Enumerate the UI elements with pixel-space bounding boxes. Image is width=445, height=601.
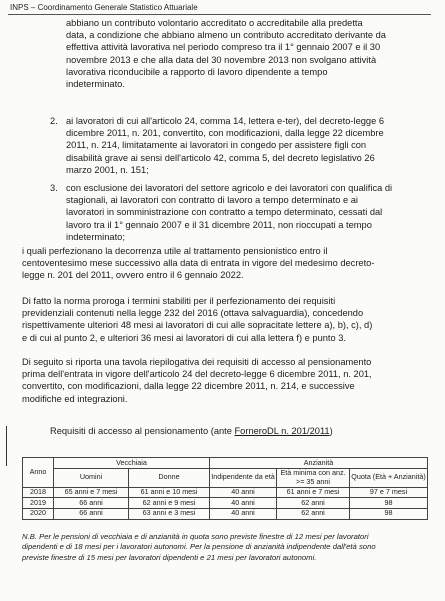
cell-eta-minima: 62 anni xyxy=(277,508,350,519)
caption-end: ) xyxy=(329,426,333,436)
header-donne: Donne xyxy=(129,468,210,487)
text-line: rispettivamente ulteriori 48 mesi ai lavoratori di cui alle sopracitate lettere a), b), c), d) xyxy=(22,320,373,331)
text-line: dicembre 2011, n. 201, convertito, con modificazioni, dalla legge 22 dicembre xyxy=(66,128,384,139)
margin-mark xyxy=(6,426,7,466)
text-line: novembre 2013 e che alla data del 30 novembre 2013 non svolgano attività xyxy=(66,54,377,65)
table-row xyxy=(23,498,428,509)
text-line: indeterminato. xyxy=(66,79,125,90)
header-rule xyxy=(8,14,431,15)
table-header-row xyxy=(23,458,428,469)
paragraph-decorrenza xyxy=(22,245,426,282)
text-line: centoventesimo mese successivo alla data di entrata in vigore del medesimo decreto- xyxy=(22,258,375,269)
text-line: lavorativa riconducibile a rapporto di lavoro dipendente a tempo xyxy=(66,66,328,77)
caption-underlined: ForneroDL n. 201/2011 xyxy=(234,426,330,436)
paragraph-proroga xyxy=(22,295,426,344)
cell-year: 2018 xyxy=(23,487,54,498)
cell-eta-minima: 62 anni xyxy=(277,498,350,509)
cell-donne: 61 anni e 10 mesi xyxy=(129,487,210,498)
text-line: data, a condizione che abbiano almeno un contributo accreditato derivante da xyxy=(66,30,386,41)
list-item-2 xyxy=(66,115,425,176)
text-line: convertito, con modificazioni, dalla legge 22 dicembre 2011, n. 214, e successive xyxy=(22,381,355,392)
header-eta-minima: Età minima con anz. >= 35 anni xyxy=(277,468,350,487)
cell-year: 2020 xyxy=(23,508,54,519)
cell-donne: 63 anni e 3 mesi xyxy=(129,508,210,519)
text-line: Di fatto la norma proroga i termini stabiliti per il perfezionamento dei requisiti xyxy=(22,296,336,306)
cell-uomini: 65 anni e 7 mesi xyxy=(54,487,129,498)
text-line: dipendenti e di 18 mesi per i lavoratori autonomi. Per la pensione di anzianità indipendente dall'età sono xyxy=(22,542,376,552)
text-line: N.B. Per le pensioni di vecchiaia e di anzianità in quota sono previste finestre di 12 mesi per lavoratori xyxy=(22,532,369,541)
table-caption xyxy=(50,426,333,436)
requirements-table xyxy=(22,457,428,520)
list-item-3 xyxy=(66,182,425,243)
cell-year: 2019 xyxy=(23,498,54,509)
text-line: Di seguito si riporta una tavola riepilogativa dei requisiti di accesso al pensionamento xyxy=(22,357,372,367)
text-line: previdenziali contenuti nella legge 232 del 2016 (ottava salvaguardia), concedendo xyxy=(22,308,364,319)
list-number: 2. xyxy=(50,116,58,126)
text-line: modifiche ed integrazioni. xyxy=(22,393,128,404)
cell-indipendente: 40 anni xyxy=(210,487,277,498)
cell-uomini: 66 anni xyxy=(54,508,129,519)
text-line: ai lavoratori di cui all'articolo 24, comma 14, lettera e-ter), del decreto-legge 6 xyxy=(66,116,385,126)
footnote xyxy=(22,532,426,563)
header-indipendente: Indipendente da età xyxy=(210,468,277,487)
text-line: legge n. 201 del 2011, ovvero entro il 6 gennaio 2022. xyxy=(22,270,244,281)
text-line: e di cui al punto 2, e ulteriori 36 mesi ai lavoratori di cui alla lettera f) e punto 3. xyxy=(22,332,347,343)
intro-paragraph xyxy=(66,17,425,90)
header-uomini: Uomini xyxy=(54,468,129,487)
text-line: lavoratori in somministrazione con contratto a tempo determinato, cessati dal xyxy=(66,207,383,218)
page-header: INPS – Coordinamento Generale Statistico Attuariale xyxy=(10,3,198,12)
text-line: marzo 2001, n. 151; xyxy=(66,164,149,175)
cell-quota: 97 e 7 mesi xyxy=(350,487,428,498)
text-line: i quali perfezionano la decorrenza utile al trattamento pensionistico entro il xyxy=(22,246,328,256)
text-line: 2011, n. 214, limitatamente ai lavoratori in congedo per assistere figli con xyxy=(66,140,367,151)
text-line: previste finestre di 15 mesi per lavoratori dipendenti e 21 mesi per lavoratori autonomi. xyxy=(22,552,317,562)
header-anno: Anno xyxy=(23,458,54,488)
caption-text: Requisiti di accesso al pensionamento (ante xyxy=(50,426,235,436)
table-subheader-row xyxy=(23,468,428,487)
cell-quota: 98 xyxy=(350,498,428,509)
header-vecchiaia: Vecchiaia xyxy=(54,458,210,469)
header-quota: Quota (Età + Anzianità) xyxy=(350,468,428,487)
paragraph-tavola xyxy=(22,356,426,405)
cell-eta-minima: 61 anni e 7 mesi xyxy=(277,487,350,498)
table-row xyxy=(23,508,428,519)
text-line: con esclusione dei lavoratori del settore agricolo e dei lavoratori con qualifica di xyxy=(66,183,393,193)
header-anzianita: Anzianità xyxy=(210,458,428,469)
cell-indipendente: 40 anni xyxy=(210,508,277,519)
cell-uomini: 66 anni xyxy=(54,498,129,509)
text-line: lavoro tra il 1° gennaio 2007 e il 31 dicembre 2011, non rioccupati a tempo xyxy=(66,219,372,230)
text-line: stagionali, ai lavoratori con contratto di lavoro a tempo determinato e ai xyxy=(66,195,358,206)
table-row xyxy=(23,487,428,498)
list-number: 3. xyxy=(50,183,58,193)
text-line: abbiano un contributo volontario accreditato o accreditabile alla predetta xyxy=(66,18,363,28)
cell-quota: 98 xyxy=(350,508,428,519)
cell-indipendente: 40 anni xyxy=(210,498,277,509)
text-line: indeterminato; xyxy=(66,231,125,242)
text-line: effettiva attività lavorativa nel periodo compreso tra il 1° gennaio 2007 e il 30 xyxy=(66,42,381,53)
text-line: disabilità grave ai sensi dell'articolo 42, comma 5, del decreto legislativo 26 xyxy=(66,152,375,163)
cell-donne: 62 anni e 9 mesi xyxy=(129,498,210,509)
text-line: prima dell'entrata in vigore dell'articolo 24 del decreto-legge 6 dicembre 2011, n. 201, xyxy=(22,369,372,380)
